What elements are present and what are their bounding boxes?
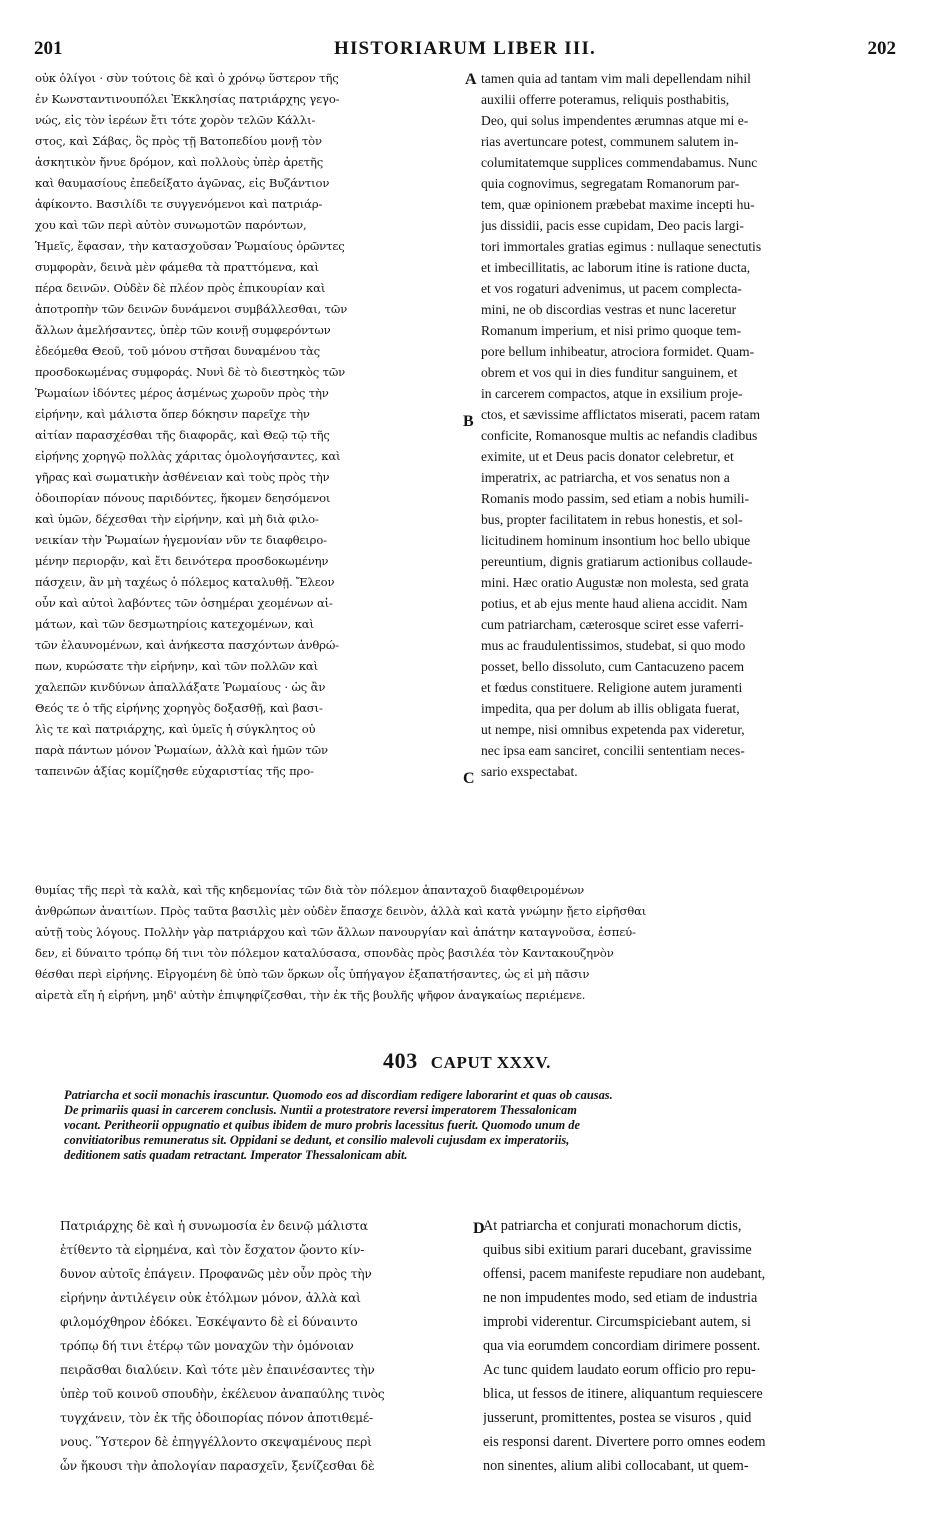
- text-line: mus ac fraudulentissimos, studebat, si quo modo: [481, 638, 746, 653]
- summary-line: De primariis quasi in carcerem conclusis. Nuntii a protestratore reversi imperatorem Thessalonicam: [64, 1103, 577, 1117]
- text-line: columitatemque supplices commendabamus. Nunc: [481, 155, 758, 170]
- greek-column-lower: [60, 1214, 470, 1478]
- text-line: ὁδοιπορίαν πόνους παριδόντες, ἥκομεν δεησόμενοι: [35, 491, 331, 505]
- text-line: Ῥωμαίων ἰδόντες μέρος ἀσμένως χωροῦν πρὸς τὴν: [35, 386, 329, 400]
- text-line: tem, quæ opinionem præbebat maxime incepti hu-: [481, 197, 755, 212]
- chapter-number: 403: [383, 1048, 418, 1073]
- text-line: χου καὶ τῶν περὶ αὐτὸν συνωμοτῶν παρόντων,: [35, 218, 307, 232]
- text-line: δεν, εἰ δύναιτο τρόπῳ δή τινι τὸν πόλεμον καταλύσασα, σπονδὰς πρὸς βασιλέα τὸν Καντακουζηνὸν: [35, 946, 614, 960]
- text-line: πάσχειν, ἂν μὴ ταχέως ὁ πόλεμος καταλυθῇ. Ἔλεον: [35, 575, 335, 589]
- margin-letter-b: B: [463, 413, 474, 430]
- text-line: παρὰ πάντων μόνον Ῥωμαίων, ἀλλὰ καὶ ἡμῶν τῶν: [35, 743, 328, 757]
- summary-line: deditionem satis quadam retractant. Imperator Thessalonicam abit.: [64, 1148, 408, 1162]
- text-line: Ἡμεῖς, ἔφασαν, τὴν κατασχοῦσαν Ῥωμαίους ὁρῶντες: [35, 239, 345, 253]
- text-line: ἀφίκοντο. Βασιλίδι τε συγγενόμενοι καὶ πατριάρ-: [35, 197, 323, 211]
- text-line: καὶ ὑμῶν, δέχεσθαι τὴν εἰρήνην, καὶ μὴ διὰ φιλο-: [35, 512, 319, 526]
- text-line: Πατριάρχης δὲ καὶ ἡ συνωμοσία ἐν δεινῷ μάλιστα: [60, 1219, 368, 1233]
- text-line: Θεός τε ὁ τῆς εἰρήνης χορηγὸς δοξασθῇ, καὶ βασι-: [35, 701, 323, 715]
- text-line: εἰρήνην ἀντιλέγειν οὐκ ἐτόλμων μόνον, ἀλλὰ καὶ: [60, 1291, 361, 1305]
- text-line: ἄλλων ἀμελήσαντες, ὑπὲρ τῶν κοινῇ συμφερόντων: [35, 323, 331, 337]
- text-line: imperatrix, ac patriarcha, et vos senatus non a: [481, 470, 730, 485]
- page-number-left: 201: [34, 38, 63, 59]
- text-line: ταπεινῶν ἀξίας κομίζησθε εὐχαριστίας τῆς προ-: [35, 764, 314, 778]
- text-line: φιλομόχθηρον ἐδόκει. Ἐσκέψαντο δὲ εἰ δύναιντο: [60, 1315, 358, 1329]
- text-line: τρόπῳ δή τινι ἑτέρῳ τῶν μοναχῶν τὴν ὁμόνοιαν: [60, 1339, 354, 1353]
- text-line: ἀποτροπὴν τῶν δεινῶν δυνάμενοι συμβάλλεσθαι, τῶν: [35, 302, 348, 316]
- greek-full-width-text: [35, 880, 903, 1006]
- text-line: προσδοκωμένας συμφοράς. Νυνὶ δὲ τὸ διεστηκὸς τῶν: [35, 365, 346, 379]
- chapter-title: CAPUT XXXV.: [430, 1053, 551, 1072]
- text-line: auxilii offerre poteramus, reliquis posthabitis,: [481, 92, 730, 107]
- text-line: bus, propter facilitatem in rebus honestis, et sol-: [481, 512, 743, 527]
- text-line: νους. Ὕστερον δὲ ἐπηγγέλλοντο σκεψαμένους περὶ: [60, 1435, 372, 1449]
- text-line: posset, bello dissoluto, cum Cantacuzeno pacem: [481, 659, 745, 674]
- text-line: ne non impudentes modo, sed etiam de industria: [483, 1290, 758, 1306]
- text-line: λὶς τε καὶ πατριάρχης, καὶ ὑμεῖς ἡ σύγκλητος οὐ: [35, 722, 316, 736]
- text-line: μένην περιορᾷν, καὶ ἔτι δεινότερα προσδοκωμένην: [35, 554, 329, 568]
- running-title: HISTORIARUM LIBER III.: [333, 38, 597, 59]
- text-line: νεικίαν τὴν Ῥωμαίων ἡγεμονίαν νῦν τε διαφθειρο-: [35, 533, 327, 547]
- text-line: Romanis modo passim, sed etiam a nobis humili-: [481, 491, 750, 506]
- text-line: χαλεπῶν κινδύνων ἀπαλλάξατε Ῥωμαίους · ὡς ἂν: [35, 680, 326, 694]
- summary-line: convitiatoribus remuneratus sit. Oppidani se dedunt, et consilio malevoli cujusdam ex imperatoriis,: [64, 1133, 570, 1147]
- latin-column-lower: [483, 1214, 903, 1478]
- text-line: non sinentes, alium alibi collocabant, ut quem-: [483, 1458, 749, 1474]
- text-line: rias avertuncare potest, communem salutem in-: [481, 134, 739, 149]
- text-line: τῶν ἐλαυνομένων, καὶ ἀνήκεστα πασχόντων ἀνθρώ-: [35, 638, 339, 652]
- text-line: et fœdus constituere. Religione autem juramenti: [481, 680, 743, 695]
- text-line: πειρᾶσθαι διαλύειν. Καὶ τότε μὲν ἐπαινέσαντες τὴν: [60, 1363, 375, 1377]
- text-line: et imbecillitatis, ac laborum itine is ratione ducta,: [481, 260, 751, 275]
- text-line: tamen quia ad tantam vim mali depellendam nihil: [481, 71, 751, 86]
- text-line: τυγχάνειν, τὸν ἐκ τῆς ὁδοιπορίας πόνον ἀποτιθεμέ-: [60, 1411, 373, 1425]
- text-line: improbi viderentur. Circumspiciebant autem, si: [483, 1314, 751, 1330]
- text-line: et vos rogaturi advenimus, ut pacem complecta-: [481, 281, 742, 296]
- text-line: potius, et ab ejus mente haud aliena accidit. Nam: [481, 596, 748, 611]
- text-line: θέσθαι περὶ εἰρήνης. Εἰργομένη δὲ ὑπὸ τῶν ὅρκων οἷς ὑπήγαγον ἐξαπατήσαντες, ὡς εἰ μὴ πᾶσιν: [35, 967, 590, 981]
- summary-line: Patriarcha et socii monachis irascuntur. Quomodo eos ad discordiam redigere laborarint et quas ob causas.: [64, 1088, 613, 1102]
- text-line: jusserunt, promittentes, postea se visuros , quid: [483, 1410, 752, 1426]
- text-line: δυνον αὐτοῖς ἐπάγειν. Προφανῶς μὲν οὖν πρὸς τὴν: [60, 1267, 372, 1281]
- text-line: tori immortales gratias egimus : nullaque senectutis: [481, 239, 762, 254]
- greek-column-upper: [35, 68, 463, 782]
- text-line: πων, κυρώσατε τὴν εἰρήνην, καὶ τῶν πολλῶν καὶ: [35, 659, 318, 673]
- text-line: licitudinem hominum insontium hoc bello ubique: [481, 533, 751, 548]
- text-line: quibus sibi exitium parari ducebant, gravissime: [483, 1242, 752, 1258]
- text-line: γῆρας καὶ σωματικὴν ἀσθένειαν καὶ τοὺς πρὸς τὴν: [35, 470, 330, 484]
- chapter-heading: [0, 1048, 934, 1074]
- text-line: ἐτίθεντο τὰ εἰρημένα, καὶ τὸν ἔσχατον ᾤοντο κίν-: [60, 1243, 365, 1257]
- text-line: συμφορὰν, δεινὰ μὲν φάμεθα τὰ πραττόμενα, καὶ: [35, 260, 319, 274]
- text-line: blica, ut fessos de itinere, aliquantum requiescere: [483, 1386, 763, 1402]
- text-line: καὶ θαυμασίους ἐπεδείξατο ἀγῶνας, εἰς Βυζάντιον: [35, 176, 330, 190]
- text-line: νώς, εἰς τὸν ἱερέων ἔτι τότε χορὸν τελῶν Κάλλι-: [35, 113, 316, 127]
- text-line: cum patriarcham, cæterosque sciret esse vaferri-: [481, 617, 744, 632]
- text-line: pore bellum inhibeatur, atrociora formidet. Quam-: [481, 344, 755, 359]
- text-line: αὐτῇ τοὺς λόγους. Πολλὴν γὰρ πατριάρχου καὶ τῶν ἄλλων πανουργίαν καὶ ἀπάτην καταγνοῦσα, ἐσπεύ-: [35, 925, 636, 939]
- text-line: eis responsi darent. Divertere porro omnes eodem: [483, 1434, 766, 1450]
- text-line: nec ipsa eam sanciret, concilii sententiam neces-: [481, 743, 745, 758]
- text-line: in carcerem compactos, atque in exsilium proje-: [481, 386, 743, 401]
- summary-line: vocant. Peritheorii oppugnatio et quibus ibidem de muro probris lacessitus fuerit. Quomodo unum de: [64, 1118, 580, 1132]
- running-head: [34, 38, 896, 66]
- text-line: mini, ne ob discordias vestras et nunc laceretur: [481, 302, 737, 317]
- latin-column-upper: [481, 68, 901, 782]
- text-line: qua via eorumdem concordiam dirimere possent.: [483, 1338, 761, 1354]
- text-line: Romanum imperium, et nisi primo quoque tem-: [481, 323, 742, 338]
- text-line: mini. Hæc oratio Augustæ non molesta, sed grata: [481, 575, 749, 590]
- text-line: οὖν καὶ αὐτοὶ λαβόντες τῶν ὁσημέραι χεομένων αἱ-: [35, 596, 333, 610]
- text-line: ἀνθρώπων ἀναιτίων. Πρὸς ταῦτα βασιλὶς μὲν οὐδὲν ἔπασχε δεινὸν, ἀλλὰ καὶ κατὰ γνώμην ᾔετο εἰρῆσθαι: [35, 904, 647, 918]
- text-line: αἱρετὰ εἴη ἡ εἰρήνη, μηδ' αὐτὴν ἐπιψηφίζεσθαι, τὴν ἐκ τῆς βουλῆς ψῆφον ἀναγκαίως περιέμενε.: [35, 988, 586, 1002]
- text-line: Ac tunc quidem laudato eorum officio pro repu-: [483, 1362, 756, 1378]
- text-line: quia cognovimus, segregatam Romanorum par-: [481, 176, 740, 191]
- text-line: θυμίας τῆς περὶ τὰ καλὰ, καὶ τῆς κηδεμονίας τῶν διὰ τὸν πόλεμον ἁπανταχοῦ διαφθειρομένων: [35, 883, 584, 897]
- text-line: At patriarcha et conjurati monachorum dictis,: [483, 1218, 742, 1234]
- text-line: impedita, qua per dolum ab illis obligata fuerat,: [481, 701, 740, 716]
- text-line: conficite, Romanosque multis ac nefandis cladibus: [481, 428, 758, 443]
- text-line: sario exspectabat.: [481, 764, 578, 779]
- text-line: εἰρήνης χορηγῷ πολλὰς χάριτας ὁμολογήσαντες, καὶ: [35, 449, 341, 463]
- margin-letter-c: C: [463, 770, 475, 787]
- page-number-right: 202: [867, 38, 896, 59]
- text-line: ὧν ἥκουσι τὴν ἀπολογίαν παρασχεῖν, ξενίζεσθαι δὲ: [60, 1459, 375, 1473]
- text-line: ὑπὲρ τοῦ κοινοῦ σπουδὴν, ἐκέλευον ἀναπαύλης τινὸς: [60, 1387, 385, 1401]
- text-line: eximite, ut et Deus pacis donator celebretur, et: [481, 449, 734, 464]
- text-line: αἰτίαν παρασχέσθαι τῆς διαφορᾶς, καὶ Θεῷ τῷ τῆς: [35, 428, 330, 442]
- text-line: pereuntium, dignis gratiarum actionibus collaude-: [481, 554, 753, 569]
- text-line: εἰρήνην, καὶ μάλιστα ὅπερ δόκησιν παρεῖχε τὴν: [35, 407, 310, 421]
- text-line: ut nempe, nisi omnibus expetenda pax videretur,: [481, 722, 745, 737]
- margin-letter-d: D: [473, 1220, 485, 1237]
- text-line: πέρα δεινῶν. Οὐδὲν δὲ πλέον πρὸς ἐπικουρίαν καὶ: [35, 281, 326, 295]
- text-line: offensi, pacem manifeste repudiare non audebant,: [483, 1266, 766, 1282]
- text-line: obrem et vos qui in dies funditur sanguinem, et: [481, 365, 738, 380]
- text-line: μάτων, καὶ τῶν δεσμωτηρίοις κατεχομένων, καὶ: [35, 617, 314, 631]
- text-line: οὐκ ὀλίγοι · σὺν τούτοις δὲ καὶ ὁ χρόνῳ ὕστερον τῆς: [35, 71, 339, 85]
- text-line: ctos, et sævissime afflictatos miserati, pacem ratam: [481, 407, 761, 422]
- text-line: ἐν Κωνσταντινουπόλει Ἐκκλησίας πατριάρχης γεγο-: [35, 92, 340, 106]
- text-line: ἐδεόμεθα Θεοῦ, τοῦ μόνου στῆσαι δυναμένου τὰς: [35, 344, 320, 358]
- text-line: στος, καὶ Σάβας, ὃς πρὸς τῇ Βατοπεδίου μονῇ τὸν: [35, 134, 322, 148]
- chapter-summary: [64, 1088, 902, 1163]
- margin-letter-a: A: [465, 71, 477, 88]
- text-line: Deo, qui solus impendentes ærumnas atque mi e-: [481, 113, 749, 128]
- text-line: ἀσκητικὸν ἤνυε δρόμον, καὶ πολλοὺς ὑπὲρ ἀρετῆς: [35, 155, 324, 169]
- text-line: jus dissidii, pacis esse cupidam, Deo pacis largi-: [481, 218, 744, 233]
